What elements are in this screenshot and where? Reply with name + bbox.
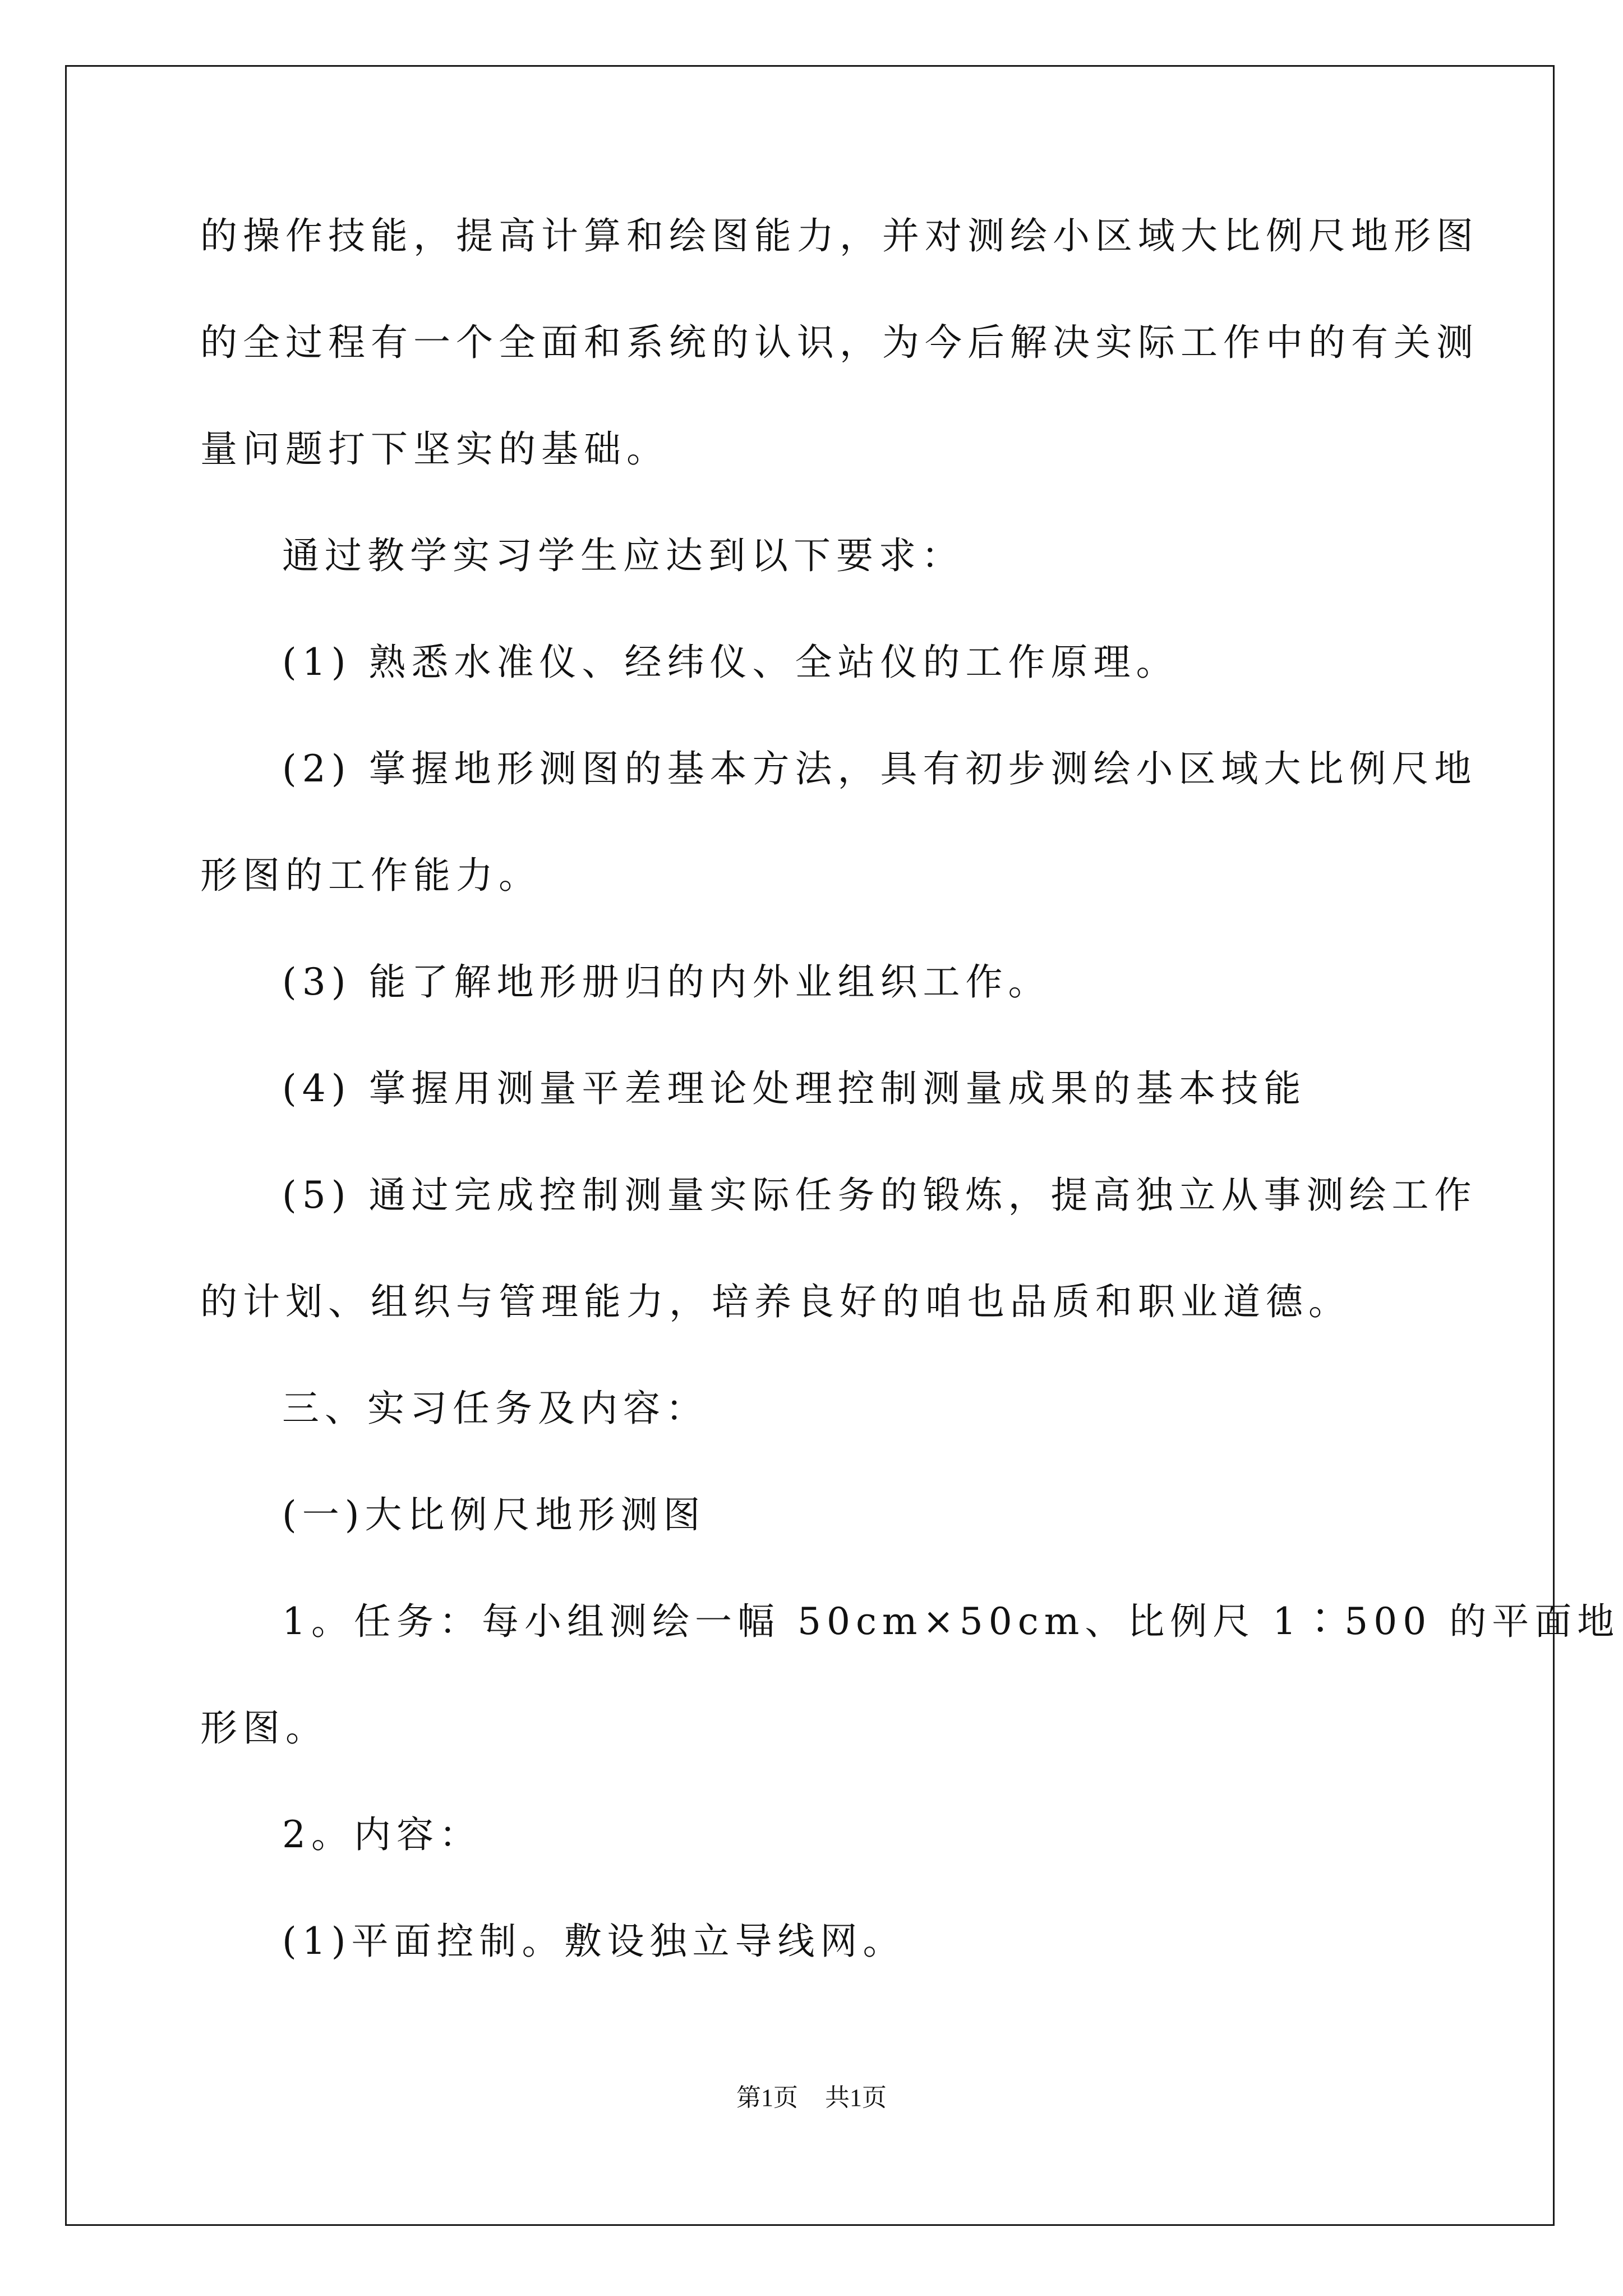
text-line: (4) 掌握用测量平差理论处理控制测量成果的基本技能 — [282, 1067, 1307, 1110]
text-line: (1)平面控制。敷设独立导线网。 — [282, 1920, 906, 1963]
text-line: 形图的工作能力。 — [200, 854, 541, 897]
text-line: 的全过程有一个全面和系统的认识，为今后解决实际工作中的有关测 — [200, 321, 1479, 364]
page-number: 第1页 — [736, 2084, 798, 2111]
text-line: (3) 能了解地形册归的内外业组织工作。 — [282, 960, 1051, 1004]
text-line: 的操作技能，提高计算和绘图能力，并对测绘小区域大比例尺地形图 — [200, 214, 1479, 257]
page-footer — [0, 2086, 1623, 2110]
text-line: (5) 通过完成控制测量实际任务的锻炼，提高独立从事测绘工作 — [282, 1174, 1477, 1217]
text-line: 1。任务：每小组测绘一幅 50cm×50cm、比例尺 1∶500 的平面地 — [282, 1600, 1620, 1643]
text-line: 量问题打下坚实的基础。 — [200, 427, 669, 471]
text-line: 形图。 — [200, 1706, 328, 1750]
text-line: 通过教学实习学生应达到以下要求： — [282, 534, 964, 577]
text-line: 2。内容： — [282, 1813, 482, 1856]
section-heading: 三、实习任务及内容： — [282, 1387, 708, 1430]
subsection-heading: (一)大比例尺地形测图 — [282, 1493, 706, 1536]
text-line: (1) 熟悉水准仪、经纬仪、全站仪的工作原理。 — [282, 641, 1179, 684]
text-line: 的计划、组织与管理能力，培养良好的咱也品质和职业道德。 — [200, 1280, 1351, 1323]
page-total: 共1页 — [825, 2084, 887, 2111]
text-line: (2) 掌握地形测图的基本方法，具有初步测绘小区域大比例尺地 — [282, 747, 1477, 790]
document-body — [200, 214, 1620, 2030]
